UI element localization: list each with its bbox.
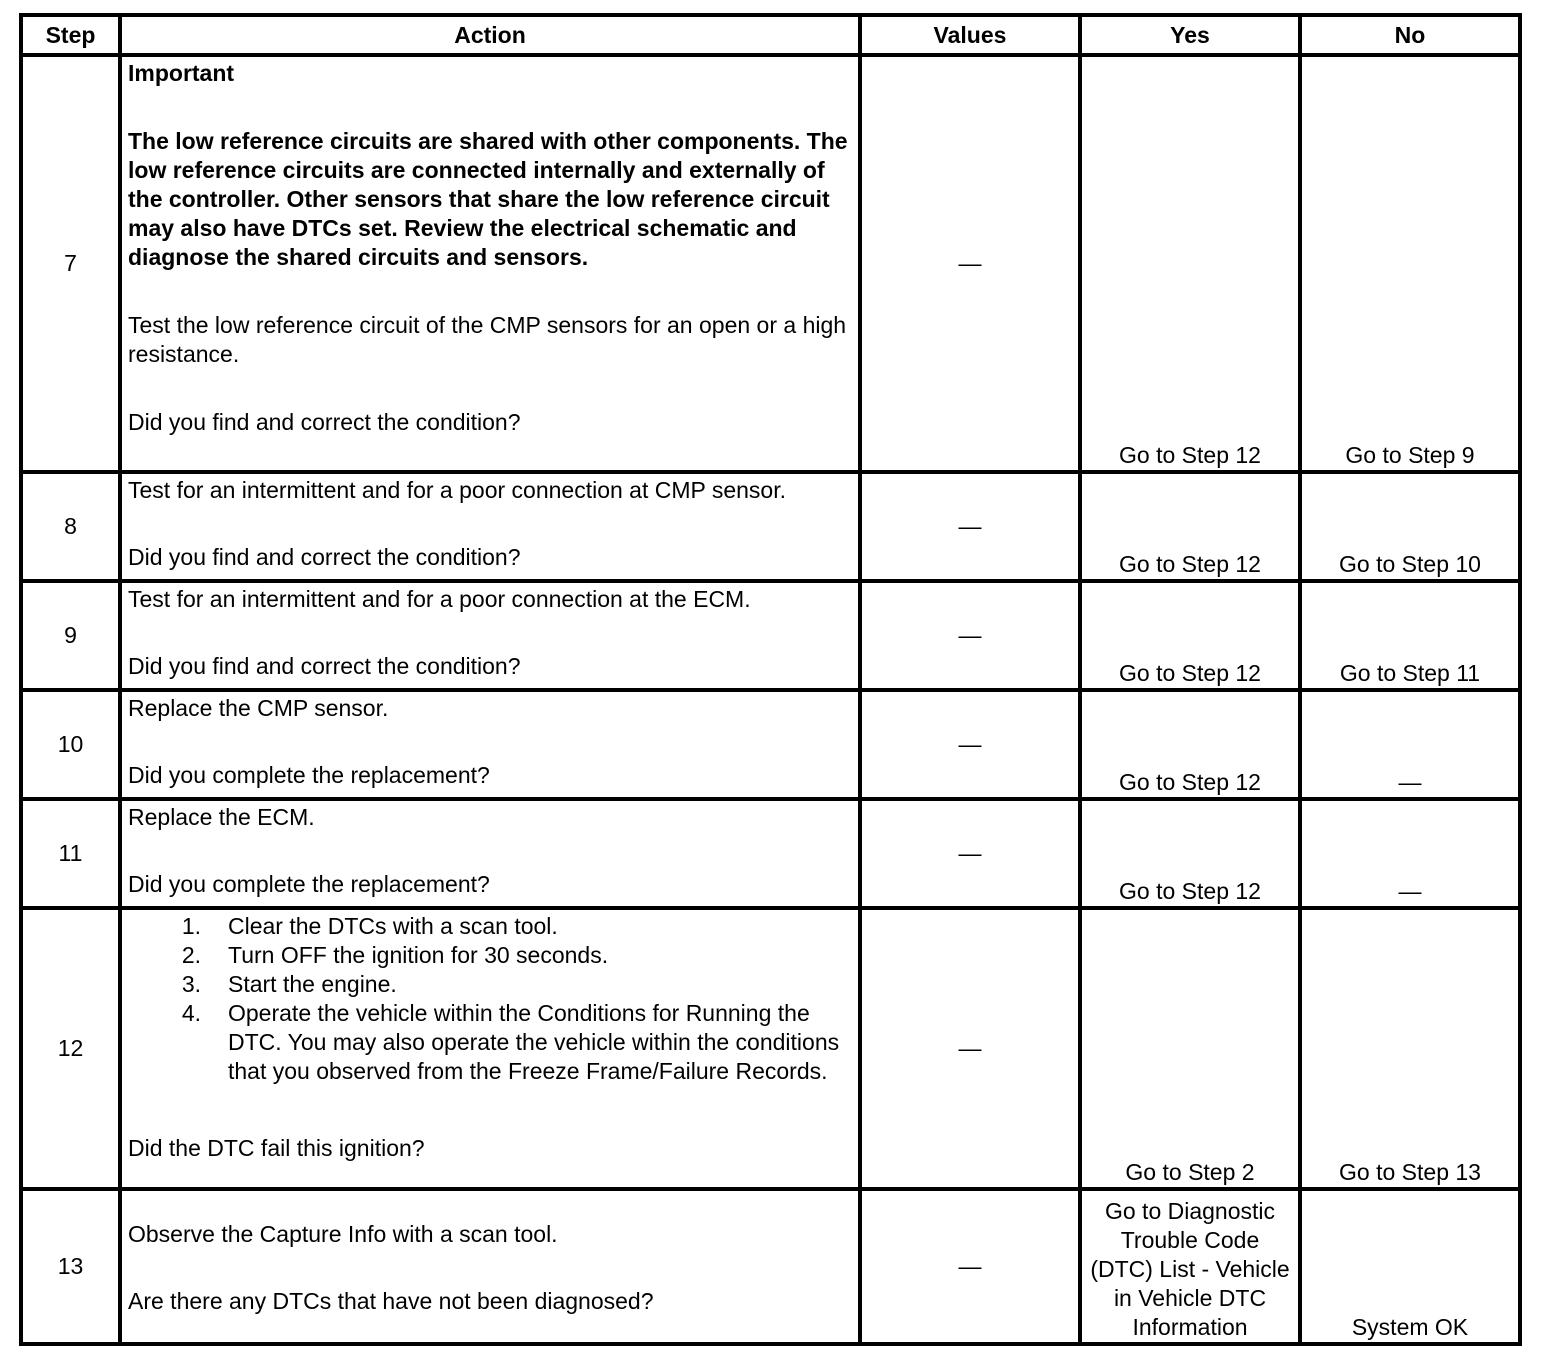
- no-cell: Go to Step 13: [1300, 908, 1520, 1189]
- list-item: [128, 941, 852, 970]
- header-yes: Yes: [1080, 15, 1300, 55]
- instruction-text: Replace the CMP sensor.: [128, 695, 389, 721]
- action-cell: [120, 690, 860, 799]
- table-row: [21, 581, 1520, 690]
- yes-cell: Go to Step 12: [1080, 55, 1300, 472]
- instruction-text: Replace the ECM.: [128, 804, 315, 830]
- step-number: 8: [21, 472, 120, 581]
- list-text: Clear the DTCs with a scan tool.: [228, 913, 558, 939]
- header-row: [21, 15, 1520, 55]
- table-row: [21, 908, 1520, 1189]
- action-cell: [120, 799, 860, 908]
- question-text: Did you find and correct the condition?: [128, 544, 521, 570]
- no-cell: —: [1300, 799, 1520, 908]
- values-cell: —: [860, 799, 1080, 908]
- action-cell: [120, 908, 860, 1189]
- action-cell: [120, 55, 860, 472]
- list-text: Turn OFF the ignition for 30 seconds.: [228, 942, 609, 968]
- step-number: 12: [21, 908, 120, 1189]
- step-number: 9: [21, 581, 120, 690]
- no-cell: System OK: [1300, 1189, 1520, 1344]
- yes-cell: Go to Step 12: [1080, 581, 1300, 690]
- table-row: [21, 690, 1520, 799]
- important-note: The low reference circuits are shared with other components. The low reference circuits are connected internally and externally of the controller. Other sensors that share the low reference circuit may also have DTCs set. Review the electrical schematic and diagnose the shared circuits and sensors.: [128, 128, 848, 270]
- question-text: Did you complete the replacement?: [128, 871, 490, 897]
- question-text: Did you complete the replacement?: [128, 762, 490, 788]
- table-row: [21, 799, 1520, 908]
- action-cell: [120, 1189, 860, 1344]
- list-item: [128, 912, 852, 941]
- values-cell: —: [860, 1189, 1080, 1344]
- list-number: 4.: [181, 1000, 201, 1026]
- question-text: Are there any DTCs that have not been diagnosed?: [128, 1287, 654, 1314]
- yes-cell: Go to Diagnostic Trouble Code (DTC) List - Vehicle in Vehicle DTC Information: [1080, 1189, 1300, 1344]
- values-cell: —: [860, 472, 1080, 581]
- instruction-text: Test for an intermittent and for a poor connection at CMP sensor.: [128, 477, 786, 503]
- list-item: [128, 999, 852, 1086]
- question-text: Did you find and correct the condition?: [128, 653, 521, 679]
- instruction-text: Test for an intermittent and for a poor connection at the ECM.: [128, 586, 751, 612]
- diagnostic-table: [19, 13, 1522, 1346]
- no-cell: Go to Step 10: [1300, 472, 1520, 581]
- values-cell: —: [860, 581, 1080, 690]
- header-no: No: [1300, 15, 1520, 55]
- no-cell: Go to Step 11: [1300, 581, 1520, 690]
- action-cell: [120, 472, 860, 581]
- yes-cell: Go to Step 12: [1080, 799, 1300, 908]
- header-values: Values: [860, 15, 1080, 55]
- list-number: 3.: [181, 971, 201, 997]
- list-text: Start the engine.: [228, 971, 397, 997]
- action-cell: [120, 581, 860, 690]
- table-row: [21, 55, 1520, 472]
- header-action: Action: [120, 15, 860, 55]
- instruction-text: Observe the Capture Info with a scan tool.: [128, 1220, 558, 1247]
- list-number: 1.: [181, 913, 201, 939]
- instruction-text: Test the low reference circuit of the CMP sensors for an open or a high resistance.: [128, 312, 847, 367]
- question-text: Did the DTC fail this ignition?: [128, 1135, 425, 1161]
- no-cell: Go to Step 9: [1300, 55, 1520, 472]
- step-number: 7: [21, 55, 120, 472]
- header-step: Step: [21, 15, 120, 55]
- table-row: [21, 472, 1520, 581]
- yes-cell: Go to Step 12: [1080, 690, 1300, 799]
- step-number: 10: [21, 690, 120, 799]
- list-number: 2.: [181, 942, 201, 968]
- list-item: [128, 970, 852, 999]
- values-cell: —: [860, 690, 1080, 799]
- values-cell: —: [860, 55, 1080, 472]
- no-cell: —: [1300, 690, 1520, 799]
- question-text: Did you find and correct the condition?: [128, 409, 521, 435]
- list-text: Operate the vehicle within the Conditions for Running the DTC. You may also operate the vehicle within the conditions that you observed from the Freeze Frame/Failure Records.: [228, 1000, 840, 1084]
- step-number: 13: [21, 1189, 120, 1344]
- yes-cell: Go to Step 2: [1080, 908, 1300, 1189]
- step-number: 11: [21, 799, 120, 908]
- yes-cell: Go to Step 12: [1080, 472, 1300, 581]
- important-label: Important: [128, 60, 235, 86]
- values-cell: —: [860, 908, 1080, 1189]
- table-row: [21, 1189, 1520, 1344]
- procedure-list: [128, 912, 852, 1086]
